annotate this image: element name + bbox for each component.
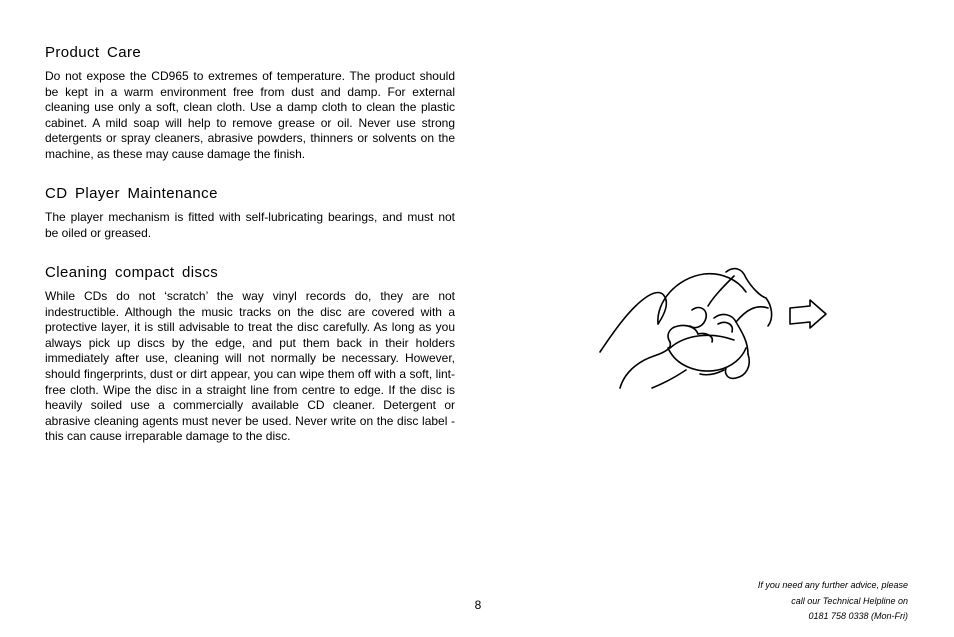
section-body: The player mechanism is fitted with self-lubricating bearings, and must not be oiled or greased. bbox=[45, 210, 455, 240]
page-number: 8 bbox=[474, 598, 482, 612]
cloth-icon bbox=[726, 269, 766, 298]
section-body: Do not expose the CD965 to extremes of temperature. The product should be kept in a warm environment free from dust and damp. For external cleaning use only a soft, clean cloth. Use a damp cloth to clean the plastic cabinet. A mild soap will help to remove grease or oil. Never use strong detergents or spray cleaners, abrasive powders, thinners or solvents on the machine, as these may cause damage the finish. bbox=[45, 69, 455, 161]
section-product-care bbox=[45, 43, 455, 163]
disc-cleaning-illustration bbox=[596, 262, 836, 392]
section-title: Product Care bbox=[45, 44, 142, 61]
left-hand-icon bbox=[600, 293, 666, 352]
right-hand-icon bbox=[714, 315, 748, 354]
arrow-right-icon bbox=[790, 300, 826, 328]
helpline-note bbox=[688, 578, 908, 625]
section-title: CD Player Maintenance bbox=[45, 185, 218, 202]
section-cleaning-compact-discs bbox=[45, 263, 455, 445]
helpline-phone: 0181 758 0338 (Mon-Fri) bbox=[808, 611, 908, 621]
helpline-line: call our Technical Helpline on bbox=[791, 595, 908, 606]
helpline-line: If you need any further advice, please bbox=[757, 580, 908, 590]
section-title: Cleaning compact discs bbox=[45, 264, 219, 281]
disc-icon bbox=[658, 274, 746, 324]
section-cd-player-maintenance bbox=[45, 184, 455, 241]
section-body: While CDs do not ‘scratch’ the way vinyl records do, they are not indestructible. Although the music tracks on the disc are covered with a protective layer, it is still advisable to treat the disc carefully. As long as you always pick up discs by the edge, and put them back in their holders immediately after use, cleaning will not normally be necessary. However, should fingerprints, dust or dirt appear, you can wipe them off with a soft, lint-free cloth. Wipe the disc in a straight line from centre to edge. If the disc is heavily soiled use a commercially available CD cleaner. Detergent or abrasive cleaning agents must never be used. Never write on the disc label - this can cause irreparable damage to the disc. bbox=[45, 289, 455, 444]
